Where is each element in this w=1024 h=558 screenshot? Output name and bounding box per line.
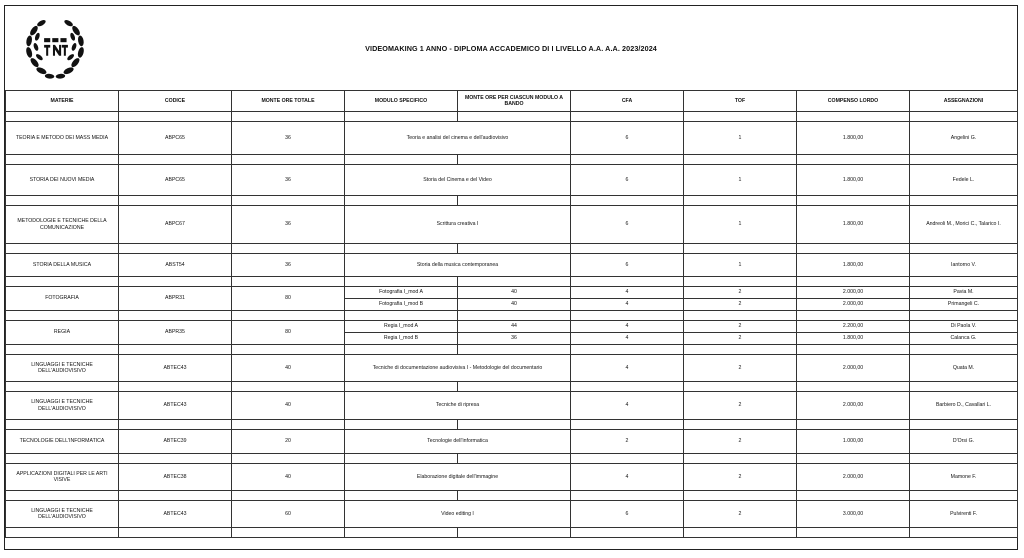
col-header-monte-ore-modulo: MONTE ORE PER CIASCUN MODULO A BANDO bbox=[458, 91, 571, 112]
cell-assegnazione: Quata M. bbox=[910, 355, 1018, 382]
spacer-row bbox=[6, 311, 1018, 321]
cell-tof: 2 bbox=[684, 321, 797, 333]
cell-modulo: Scrittura creativa I bbox=[345, 206, 571, 244]
cell-modulo: Storia della musica contemporanea bbox=[345, 254, 571, 277]
cell-modulo: Tecnologie dell'informatica bbox=[345, 430, 571, 454]
cell-modulo: Tecniche di ripresa bbox=[345, 392, 571, 420]
cell-modulo: Regia I_mod B bbox=[345, 333, 458, 345]
cell-assegnazione: Di Paola V. bbox=[910, 321, 1018, 333]
cell-ore-modulo: 40 bbox=[458, 287, 571, 299]
cell-ore-modulo: 40 bbox=[458, 299, 571, 311]
cell-materia: STORIA DELLA MUSICA bbox=[6, 254, 119, 277]
cell-tof: 2 bbox=[684, 464, 797, 491]
cell-tof: 2 bbox=[684, 392, 797, 420]
col-header-cfa: CFA bbox=[571, 91, 684, 112]
cell-tof: 1 bbox=[684, 254, 797, 277]
cell-tof: 1 bbox=[684, 122, 797, 155]
cell-assegnazione: Barbiero D., Cavallari L. bbox=[910, 392, 1018, 420]
spacer-row bbox=[6, 491, 1018, 501]
spacer-row bbox=[6, 528, 1018, 538]
cell-compenso: 1.800,00 bbox=[797, 122, 910, 155]
spacer-row bbox=[6, 345, 1018, 355]
cell-cfa: 2 bbox=[571, 430, 684, 454]
document-header bbox=[5, 6, 1017, 91]
cell-cfa: 4 bbox=[571, 333, 684, 345]
col-header-materie: MATERIE bbox=[6, 91, 119, 112]
cell-compenso: 1.000,00 bbox=[797, 430, 910, 454]
cell-ore: 60 bbox=[232, 501, 345, 528]
table-row bbox=[6, 464, 1018, 491]
cell-materia: TECNOLOGIE DELL'INFORMATICA bbox=[6, 430, 119, 454]
cell-tof: 2 bbox=[684, 430, 797, 454]
table-row bbox=[6, 392, 1018, 420]
document-title: VIDEOMAKING 1 ANNO - DIPLOMA ACCADEMICO DI I LIVELLO A.A. A.A. 2023/2024 bbox=[365, 44, 657, 53]
cell-compenso: 2.000,00 bbox=[797, 299, 910, 311]
cell-cfa: 4 bbox=[571, 287, 684, 299]
cell-materia: LINGUAGGI E TECNICHE DELL'AUDIOVISIVO bbox=[6, 392, 119, 420]
col-header-compenso: COMPENSO LORDO bbox=[797, 91, 910, 112]
cell-cfa: 4 bbox=[571, 355, 684, 382]
cell-assegnazione: Calanca G. bbox=[910, 333, 1018, 345]
cell-cfa: 6 bbox=[571, 501, 684, 528]
cell-materia: LINGUAGGI E TECNICHE DELL'AUDIOVISIVO bbox=[6, 501, 119, 528]
cell-materia: REGIA bbox=[6, 321, 119, 345]
cell-materia: METODOLOGIE E TECNICHE DELLA COMUNICAZIONE bbox=[6, 206, 119, 244]
table-row bbox=[6, 321, 1018, 333]
cell-codice: ABTEC43 bbox=[119, 355, 232, 382]
cell-compenso: 1.800,00 bbox=[797, 206, 910, 244]
col-header-monte-ore-totale: MONTE ORE TOTALE bbox=[232, 91, 345, 112]
cell-tof: 2 bbox=[684, 501, 797, 528]
cell-assegnazione: Angelini G. bbox=[910, 122, 1018, 155]
cell-cfa: 4 bbox=[571, 464, 684, 491]
cell-cfa: 4 bbox=[571, 392, 684, 420]
cell-assegnazione: Pavia M. bbox=[910, 287, 1018, 299]
courses-table bbox=[5, 90, 1018, 538]
cell-modulo: Storia del Cinema e del Video bbox=[345, 165, 571, 196]
cell-materia: LINGUAGGI E TECNICHE DELL'AUDIOVISIVO bbox=[6, 355, 119, 382]
cell-compenso: 1.800,00 bbox=[797, 333, 910, 345]
cell-codice: ABPC65 bbox=[119, 165, 232, 196]
cell-compenso: 2.200,00 bbox=[797, 321, 910, 333]
cell-ore-modulo: 36 bbox=[458, 333, 571, 345]
cell-materia: APPLICAZIONI DIGITALI PER LE ARTI VISIVE bbox=[6, 464, 119, 491]
table-row bbox=[6, 430, 1018, 454]
cell-assegnazione: Fedele L. bbox=[910, 165, 1018, 196]
cell-tof: 2 bbox=[684, 287, 797, 299]
cell-tof: 2 bbox=[684, 299, 797, 311]
cell-cfa: 6 bbox=[571, 206, 684, 244]
cell-assegnazione: Primangeli C. bbox=[910, 299, 1018, 311]
cell-codice: ABPC65 bbox=[119, 122, 232, 155]
cell-codice: ABPR31 bbox=[119, 287, 232, 311]
cell-cfa: 4 bbox=[571, 321, 684, 333]
cell-codice: ABPC67 bbox=[119, 206, 232, 244]
spacer-row bbox=[6, 196, 1018, 206]
cell-cfa: 6 bbox=[571, 165, 684, 196]
cell-materia: TEORIA E METODO DEI MASS MEDIA bbox=[6, 122, 119, 155]
cell-ore: 36 bbox=[232, 206, 345, 244]
cell-modulo: Elaborazione digitale dell'immagine bbox=[345, 464, 571, 491]
cell-assegnazione: Iantorno V. bbox=[910, 254, 1018, 277]
cell-compenso: 2.000,00 bbox=[797, 287, 910, 299]
spacer-row bbox=[6, 382, 1018, 392]
col-header-assegnazioni: ASSEGNAZIONI bbox=[910, 91, 1018, 112]
cell-modulo: Fotografia I_mod A bbox=[345, 287, 458, 299]
document-sheet bbox=[4, 5, 1018, 550]
cell-ore: 80 bbox=[232, 287, 345, 311]
cell-assegnazione: D'Orsi G. bbox=[910, 430, 1018, 454]
cell-modulo: Regia I_mod A bbox=[345, 321, 458, 333]
cell-codice: ABTEC38 bbox=[119, 464, 232, 491]
cell-cfa: 6 bbox=[571, 254, 684, 277]
cell-ore: 40 bbox=[232, 464, 345, 491]
table-header-row bbox=[6, 91, 1018, 112]
cell-ore: 36 bbox=[232, 254, 345, 277]
cell-compenso: 1.800,00 bbox=[797, 254, 910, 277]
spacer-row bbox=[6, 277, 1018, 287]
spacer-row bbox=[6, 420, 1018, 430]
cell-modulo: Fotografia I_mod B bbox=[345, 299, 458, 311]
cell-codice: ABTEC43 bbox=[119, 392, 232, 420]
cell-ore-modulo: 44 bbox=[458, 321, 571, 333]
cell-modulo: Video editing I bbox=[345, 501, 571, 528]
cell-assegnazione: Mamone F. bbox=[910, 464, 1018, 491]
cell-assegnazione: Pulvirenti F. bbox=[910, 501, 1018, 528]
col-header-modulo-specifico: MODULO SPECIFICO bbox=[345, 91, 458, 112]
cell-compenso: 2.000,00 bbox=[797, 464, 910, 491]
cell-compenso: 3.000,00 bbox=[797, 501, 910, 528]
cell-ore: 36 bbox=[232, 165, 345, 196]
spacer-row bbox=[6, 112, 1018, 122]
cell-materia: STORIA DEI NUOVI MEDIA bbox=[6, 165, 119, 196]
cell-codice: ABTEC39 bbox=[119, 430, 232, 454]
cell-tof: 2 bbox=[684, 355, 797, 382]
cell-tof: 2 bbox=[684, 333, 797, 345]
cell-ore: 40 bbox=[232, 392, 345, 420]
table-row bbox=[6, 287, 1018, 299]
table-row bbox=[6, 501, 1018, 528]
cell-compenso: 1.800,00 bbox=[797, 165, 910, 196]
cell-modulo: Tecniche di documentazione audiovisiva I - Metodologie del documentario bbox=[345, 355, 571, 382]
cell-tof: 1 bbox=[684, 165, 797, 196]
cell-cfa: 6 bbox=[571, 122, 684, 155]
cell-compenso: 2.000,00 bbox=[797, 355, 910, 382]
col-header-codice: CODICE bbox=[119, 91, 232, 112]
spacer-row bbox=[6, 454, 1018, 464]
cell-ore: 40 bbox=[232, 355, 345, 382]
table-row bbox=[6, 122, 1018, 155]
cell-modulo: Teoria e analisi del cinema e dell'audiovisivo bbox=[345, 122, 571, 155]
table-row bbox=[6, 355, 1018, 382]
cell-materia: FOTOGRAFIA bbox=[6, 287, 119, 311]
cell-tof: 1 bbox=[684, 206, 797, 244]
cell-ore: 36 bbox=[232, 122, 345, 155]
cell-assegnazione: Andreoli M., Morici C., Talarico I. bbox=[910, 206, 1018, 244]
col-header-tof: TOF bbox=[684, 91, 797, 112]
cell-cfa: 4 bbox=[571, 299, 684, 311]
table-row bbox=[6, 165, 1018, 196]
table-row bbox=[6, 206, 1018, 244]
spacer-row bbox=[6, 244, 1018, 254]
cell-ore: 20 bbox=[232, 430, 345, 454]
cell-compenso: 2.000,00 bbox=[797, 392, 910, 420]
cell-codice: ABST54 bbox=[119, 254, 232, 277]
cell-codice: ABTEC43 bbox=[119, 501, 232, 528]
cell-ore: 80 bbox=[232, 321, 345, 345]
cell-codice: ABPR35 bbox=[119, 321, 232, 345]
table-row bbox=[6, 254, 1018, 277]
spacer-row bbox=[6, 155, 1018, 165]
